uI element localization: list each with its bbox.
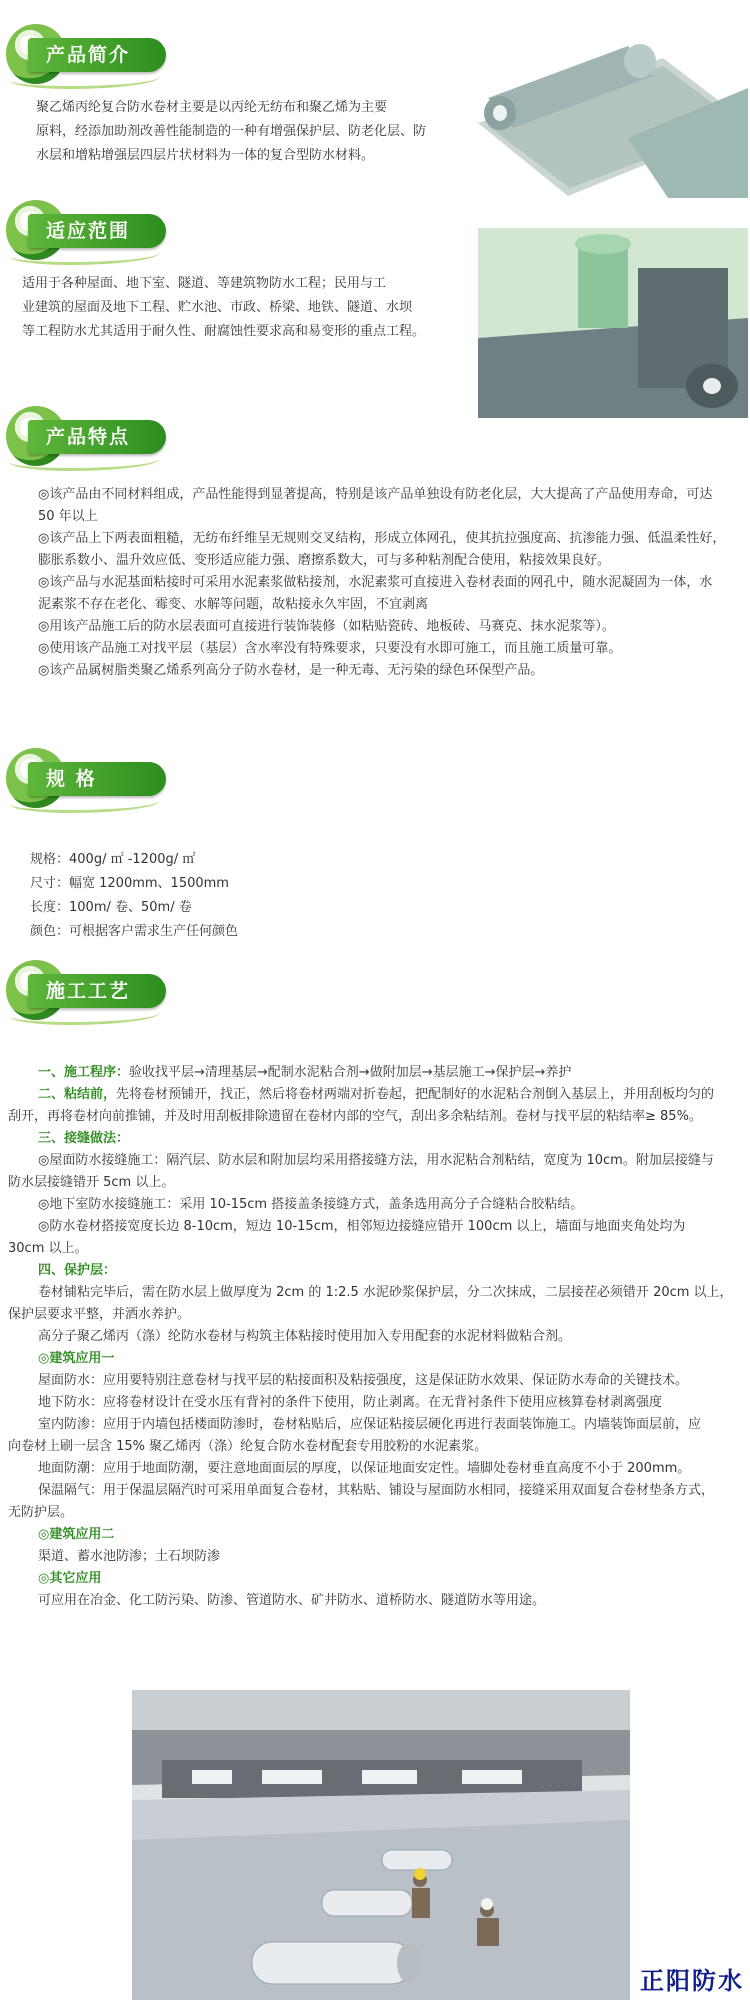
section-header-intro [6,24,206,88]
application-label: ◎其它应用 [38,1571,102,1586]
feature-line: ◎该产品与水泥基面粘接时可采用水泥素浆做粘接剂，水泥素浆可直接进入卷材表面的网孔中，随水泥凝固为一体，水 [38,575,713,590]
step-label: 二、粘结前， [38,1087,117,1102]
application-line: 屋面防水：应用要特别注意卷材与找平层的粘接面积及粘接强度，这是保证防水效果、保证防水寿命的关键技术。 [38,1373,689,1388]
application-label: ◎建筑应用二 [38,1527,115,1542]
application-line: 保温隔气：用于保温层隔汽时可采用单面复合卷材，其粘贴、铺设与屋面防水相同，接缝采用双面复合卷材垫条方式， [38,1483,715,1498]
joint-line: ◎防水卷材搭接宽度长边 8-10cm，短边 10-15cm，相邻短边接缝应错开 100cm 以上，墙面与地面夹角处均为 [38,1219,686,1234]
section-header-process [6,960,206,1024]
swoosh-decoration [10,68,160,89]
application-line: 地下防水：应将卷材设计在受水压有背衬的条件下使用，防止剥离。在无背衬条件下使用应核算卷材剥离强度 [38,1395,663,1410]
feature-line: 膨胀系数小、温升效应低、变形适应能力强、磨擦系数大，可与多种粘剂配合使用，粘接效果良好。 [38,553,611,568]
intro-line: 水层和增粘增强层四层片状材料为一体的复合型防水材料。 [36,148,375,163]
section-header-specs [6,748,206,812]
scope-line: 适用于各种屋面、地下室、隧道、等建筑物防水工程；民用与工 [22,276,387,291]
application-label: ◎建筑应用一 [38,1351,115,1366]
step-label: 三、接缝做法： [38,1131,130,1146]
intro-text [36,96,446,168]
application-line: 渠道、蓄水池防渗；土石坝防渗 [38,1549,221,1564]
section-title: 适应范围 [46,220,131,242]
step-label: 四、保护层： [38,1263,117,1278]
swoosh-decoration [10,1004,160,1025]
features-list [38,484,744,682]
application-line: 室内防渗：应用于内墙包括楼面防渗时，卷材粘贴后，应保证粘接层硬化再进行表面装饰施工。内墙装饰面层前，应 [38,1417,702,1432]
protect-line: 卷材铺粘完毕后，需在防水层上做厚度为 2cm 的 1:2.5 水泥砂浆保护层，分二次抹成，二层接茬必须错开 20cm 以上， [38,1285,733,1300]
joint-line: ◎地下室防水接缝施工：采用 10-15cm 搭接盖条接缝方式，盖条选用高分子合缝粘合胶粘结。 [38,1197,584,1212]
swoosh-decoration [10,244,160,265]
step-label: 一、施工程序： [38,1065,130,1080]
scope-line: 等工程防水尤其适用于耐久性、耐腐蚀性要求高和易变形的重点工程。 [22,324,426,339]
spec-line: 尺寸：幅宽 1200mm、1500mm [30,876,229,891]
step-text: 验收找平层→清理基层→配制水泥粘合剂→做附加层→基层施工→保护层→养护 [129,1065,572,1080]
swoosh-decoration [10,792,160,813]
feature-line: ◎该产品上下两表面粗糙，无纺布纤维呈无规则交叉结构，形成立体网孔，使其抗拉强度高、抗渗能力强、低温柔性好， [38,531,726,546]
rooftop-construction-photo [132,1690,630,2000]
spec-line: 长度：100m/ 卷、50m/ 卷 [30,900,192,915]
section-title: 施工工艺 [46,980,131,1002]
watermark-logo: 正阳防水 [640,1966,744,1995]
step-text: 先将卷材预铺开，找正，然后将卷材两端对折卷起，把配制好的水泥粘合剂倒入基层上，并用刮板均匀的 [116,1087,715,1102]
feature-line: ◎用该产品施工后的防水层表面可直接进行装饰装修（如粘贴瓷砖、地板砖、马赛克、抹水泥浆等）。 [38,619,615,634]
application-line: 地面防潮：应用于地面防潮，要注意地面面层的厚度，以保证地面安定性。墙脚处卷材垂直高度不小于 200mm。 [38,1461,691,1476]
section-header-scope [6,200,206,264]
swoosh-decoration [10,450,160,471]
membrane-roll-photo [478,28,748,198]
joint-line: 30cm 以上。 [8,1241,88,1256]
process-text [8,1062,746,1612]
green-membrane-photo [478,228,748,418]
feature-line: ◎使用该产品施工对找平层（基层）含水率没有特殊要求，只要没有水即可施工，而且施工质量可靠。 [38,641,622,656]
application-line: 无防护层。 [8,1505,74,1520]
scope-text [22,272,472,344]
application-line: 向卷材上刷一层含 15% 聚乙烯丙（涤）纶复合防水卷材配套专用胶粉的水泥素浆。 [8,1439,488,1454]
feature-line: 泥素浆不存在老化、霉变、水解等问题，故粘接永久牢固，不宜剥离 [38,597,429,612]
process-step-2 [8,1084,746,1106]
process-step-1 [8,1062,746,1084]
scope-line: 业建筑的屋面及地下工程、贮水池、市政、桥梁、地铁、隧道、水坝 [22,300,413,315]
section-header-features [6,406,206,470]
specs-list [30,848,430,944]
section-title: 规 格 [46,768,97,790]
feature-line: ◎该产品属树脂类聚乙烯系列高分子防水卷材，是一种无毒、无污染的绿色环保型产品。 [38,663,544,678]
intro-line: 原料，经添加助剂改善性能制造的一种有增强保护层、防老化层、防 [36,124,427,139]
joint-line: ◎屋面防水接缝施工：隔汽层、防水层和附加层均采用搭接缝方法，用水泥粘合剂粘结，宽度为 10cm。附加层接缝与 [38,1153,714,1168]
feature-line: ◎该产品由不同材料组成，产品性能得到显著提高，特别是该产品单独设有防老化层，大大提高了产品使用寿命，可达 [38,487,713,502]
feature-line: 50 年以上 [38,509,98,524]
protect-line: 高分子聚乙烯丙（涤）纶防水卷材与构筑主体粘接时使用加入专用配套的水泥材料做粘合剂。 [38,1329,572,1344]
joint-line: 防水层接缝错开 5cm 以上。 [8,1175,175,1190]
intro-line: 聚乙烯丙纶复合防水卷材主要是以丙纶无纺布和聚乙烯为主要 [36,100,388,115]
spec-line: 颜色：可根据客户需求生产任何颜色 [30,924,239,939]
section-title: 产品特点 [46,426,131,448]
section-title: 产品简介 [46,44,131,66]
protect-line: 保护层要求平整，并洒水养护。 [8,1307,191,1322]
spec-line: 规格：400g/ ㎡ -1200g/ ㎡ [30,852,196,867]
step-text-cont: 刮开，再将卷材向前推铺，并及时用刮板排除遗留在卷材内部的空气，刮出多余粘结剂。卷材与找平层的粘结率≥ 85%。 [8,1109,702,1124]
application-line: 可应用在冶金、化工防污染、防渗、管道防水、矿井防水、道桥防水、隧道防水等用途。 [38,1593,546,1608]
